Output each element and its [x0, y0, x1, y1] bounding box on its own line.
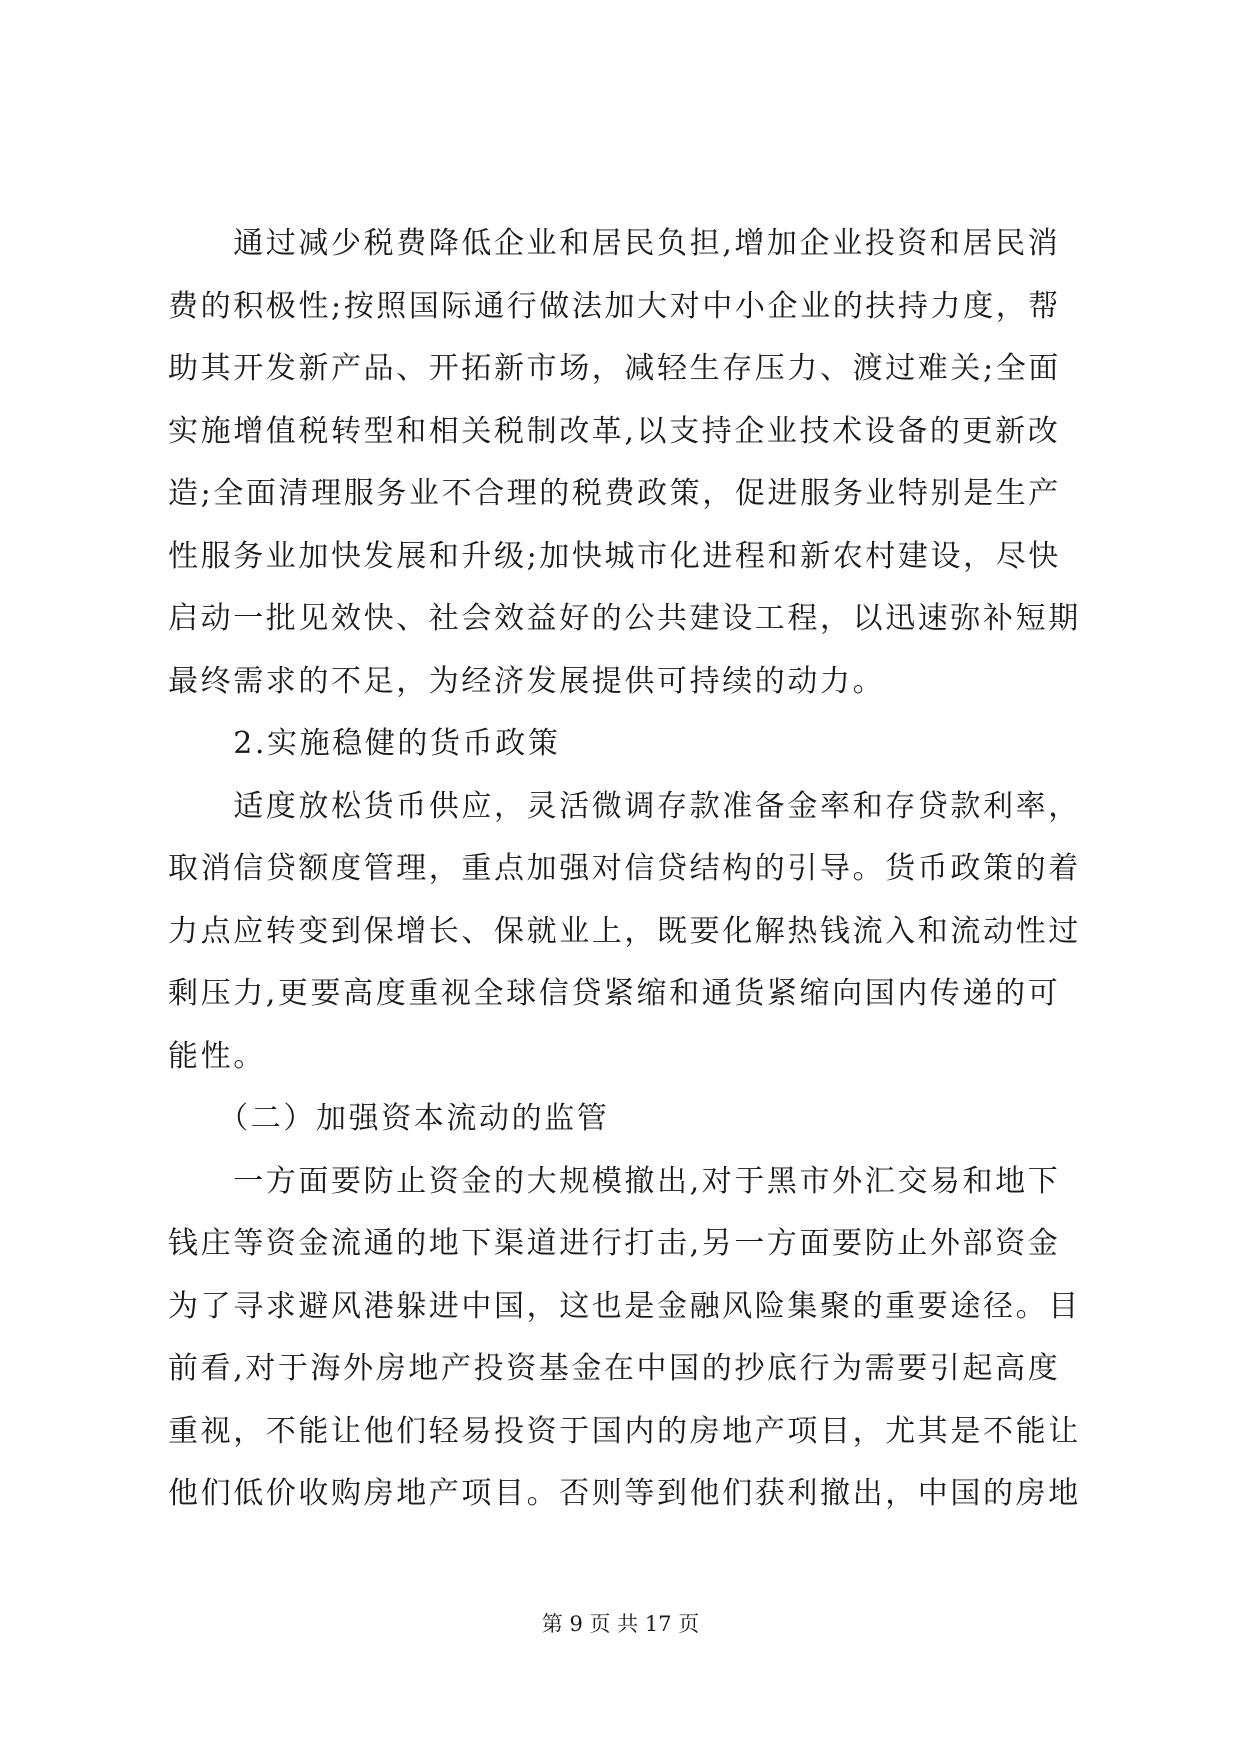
page-footer [0, 1608, 1241, 1638]
section-heading: （二）加强资本流动的监管 [168, 1101, 610, 1136]
text-line: 助其开发新产品、开拓新市场，减轻生存压力、渡过难关;全面 [168, 351, 1061, 386]
text-line: 取消信贷额度管理，重点加强对信贷结构的引导。货币政策的着 [168, 851, 1081, 886]
page-number-label: 第 9 页 共 17 页 [541, 1612, 700, 1636]
text-line: 一方面要防止资金的大规模撤出,对于黑市外汇交易和地下 [168, 1163, 1061, 1199]
text-line: 造;全面清理服务业不合理的税费政策，促进服务业特别是生产 [168, 476, 1061, 511]
text-line: 费的积极性;按照国际通行做法加大对中小企业的扶持力度，帮 [168, 288, 1061, 324]
text-line: 实施增值税转型和相关税制改革,以支持企业技术设备的更新改 [168, 413, 1061, 449]
section-heading: 2.实施稳健的货币政策 [168, 726, 561, 761]
text-line: 为了寻求避风港躲进中国，这也是金融风险集聚的重要途径。目 [168, 1288, 1081, 1324]
text-line: 力点应转变到保增长、保就业上，既要化解热钱流入和流动性过 [168, 913, 1081, 949]
text-line: 钱庄等资金流通的地下渠道进行打击,另一方面要防止外部资金 [168, 1226, 1061, 1261]
text-line: 重视，不能让他们轻易投资于国内的房地产项目，尤其是不能让 [168, 1413, 1081, 1449]
text-line: 通过减少税费降低企业和居民负担,增加企业投资和居民消 [168, 226, 1061, 261]
text-line: 性服务业加快发展和升级;加快城市化进程和新农村建设，尽快 [168, 538, 1061, 574]
text-line: 他们低价收购房地产项目。否则等到他们获利撤出，中国的房地 [168, 1476, 1081, 1511]
text-line: 剩压力,更要高度重视全球信贷紧缩和通货紧缩向国内传递的可 [168, 976, 1061, 1011]
text-line: 前看,对于海外房地产投资基金在中国的抄底行为需要引起高度 [168, 1351, 1061, 1386]
text-line: 启动一批见效快、社会效益好的公共建设工程，以迅速弥补短期 [168, 601, 1081, 636]
text-line: 最终需求的不足，为经济发展提供可持续的动力。 [168, 663, 886, 699]
text-line: 能性。 [168, 1038, 266, 1074]
text-line: 适度放松货币供应，灵活微调存款准备金率和存贷款利率， [168, 788, 1081, 824]
body-text [168, 226, 1081, 1539]
